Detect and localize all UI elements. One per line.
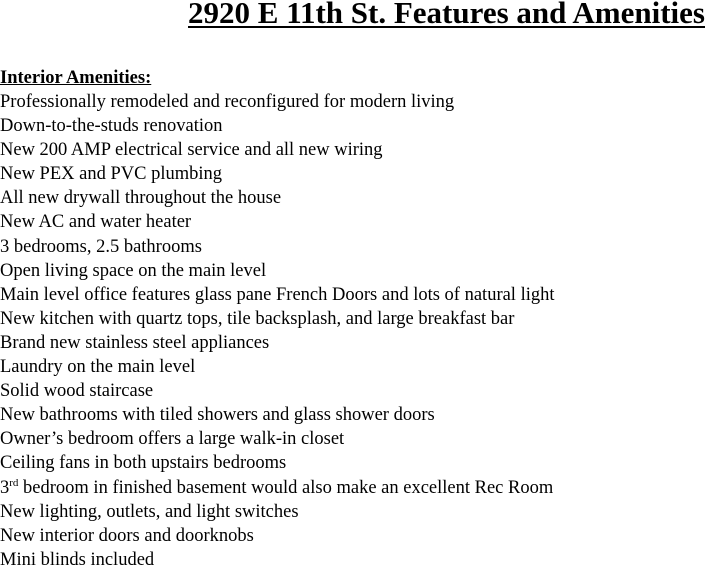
list-item: Mini blinds included: [0, 549, 155, 570]
list-item: Laundry on the main level: [0, 357, 196, 378]
list-item: Brand new stainless steel appliances: [0, 332, 270, 353]
list-item: New bathrooms with tiled showers and glass shower doors: [0, 405, 435, 426]
ordinal-number: 3: [0, 477, 10, 498]
list-item: Open living space on the main level: [0, 260, 267, 281]
list-item: New interior doors and doorknobs: [0, 525, 254, 546]
list-item: Professionally remodeled and reconfigured for modern living: [0, 92, 455, 112]
list-item-text: bedroom in finished basement would also make an excellent Rec Room: [18, 477, 554, 498]
list-item: New PEX and PVC plumbing: [0, 164, 222, 185]
list-item: New 200 AMP electrical service and all new wiring: [0, 140, 383, 161]
list-item: Owner’s bedroom offers a large walk-in closet: [0, 429, 345, 450]
ordinal-suffix: rd: [9, 476, 19, 489]
list-item: 3 bedrooms, 2.5 bathrooms: [0, 236, 202, 257]
list-item: New kitchen with quartz tops, tile backsplash, and large breakfast bar: [0, 308, 515, 329]
list-item: Ceiling fans in both upstairs bedrooms: [0, 453, 287, 474]
list-item: All new drywall throughout the house: [0, 188, 282, 209]
list-item: Down-to-the-studs renovation: [0, 116, 223, 137]
section-heading-interior-amenities: Interior Amenities:: [0, 68, 152, 88]
list-item: Main level office features glass pane French Doors and lots of natural light: [0, 284, 555, 305]
amenities-list: [0, 90, 555, 572]
page-title: 2920 E 11th St. Features and Amenities: [188, 0, 705, 30]
list-item: [0, 476, 555, 500]
list-item: Solid wood staircase: [0, 381, 154, 402]
list-item: New lighting, outlets, and light switches: [0, 501, 299, 522]
list-item: New AC and water heater: [0, 212, 192, 233]
